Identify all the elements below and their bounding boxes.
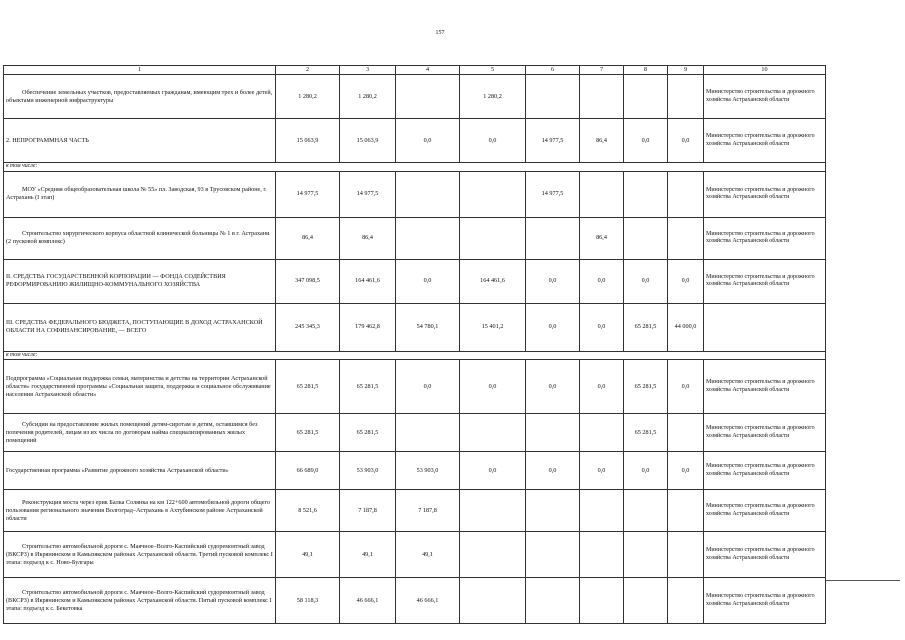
- row-name: 2. НЕПРОГРАММНАЯ ЧАСТЬ: [4, 119, 276, 163]
- amount-cell: [668, 414, 704, 452]
- amount-cell: 347 098,5: [276, 259, 340, 303]
- amount-cell: [668, 532, 704, 578]
- amount-cell: 65 281,5: [340, 360, 396, 414]
- amount-cell: [460, 217, 526, 259]
- amount-cell: [624, 578, 668, 624]
- amount-cell: 44 000,0: [668, 303, 704, 351]
- table-row: [4, 452, 826, 490]
- amount-cell: 7 187,8: [396, 490, 460, 532]
- amount-cell: 0,0: [526, 360, 580, 414]
- amount-cell: 86,4: [580, 217, 624, 259]
- amount-cell: 86,4: [340, 217, 396, 259]
- amount-cell: 245 345,3: [276, 303, 340, 351]
- amount-cell: 8 521,6: [276, 490, 340, 532]
- amount-cell: 14 977,5: [526, 119, 580, 163]
- table-row: [4, 171, 826, 217]
- row-name: Строительство автомобильной дороги с. Маячное–Волго-Каспийский судоремонтный завод (ВКСРЗ) в Икрянинском и Камызякском районах Астраханской области. Пятый пусковой комплекс I этапа: подъезд к с. Бекетовка: [4, 578, 276, 624]
- amount-cell: 58 118,3: [276, 578, 340, 624]
- table-row: [4, 119, 826, 163]
- amount-cell: 65 281,5: [340, 414, 396, 452]
- amount-cell: 0,0: [668, 452, 704, 490]
- amount-cell: 14 977,5: [526, 171, 580, 217]
- responsible-org: Министерство строительства и дорожного хозяйства Астраханской области: [704, 259, 826, 303]
- amount-cell: 49,1: [276, 532, 340, 578]
- amount-cell: 0,0: [526, 303, 580, 351]
- table-body: [4, 75, 826, 624]
- amount-cell: 0,0: [624, 452, 668, 490]
- amount-cell: [460, 532, 526, 578]
- responsible-org: Министерство строительства и дорожного хозяйства Астраханской области: [704, 414, 826, 452]
- amount-cell: [526, 75, 580, 119]
- amount-cell: 65 281,5: [624, 303, 668, 351]
- responsible-org: Министерство строительства и дорожного хозяйства Астраханской области: [704, 171, 826, 217]
- divider-line: [826, 580, 900, 581]
- amount-cell: 0,0: [460, 360, 526, 414]
- column-header: 8: [624, 66, 668, 75]
- amount-cell: [580, 490, 624, 532]
- amount-cell: [526, 490, 580, 532]
- amount-cell: [460, 414, 526, 452]
- amount-cell: 0,0: [460, 452, 526, 490]
- table-row: [4, 578, 826, 624]
- table-row: [4, 217, 826, 259]
- amount-cell: [396, 75, 460, 119]
- amount-cell: [624, 490, 668, 532]
- table-row: [4, 490, 826, 532]
- row-name: Строительство автомобильной дороги с. Маячное–Волго-Каспийский судоремонтный завод (ВКСРЗ) в Икрянинском и Камызякском районах Астраханской области. Третий пусковой комплекс I этапа: подъезд к с. Ново-Булгары: [4, 532, 276, 578]
- amount-cell: 179 462,8: [340, 303, 396, 351]
- responsible-org: Министерство строительства и дорожного хозяйства Астраханской области: [704, 532, 826, 578]
- responsible-org: [704, 303, 826, 351]
- amount-cell: 15 063,9: [340, 119, 396, 163]
- amount-cell: 1 280,2: [340, 75, 396, 119]
- responsible-org: Министерство строительства и дорожного хозяйства Астраханской области: [704, 452, 826, 490]
- row-name: Обеспечение земельных участков, предоставляемых гражданам, имеющим трех и более детей, объектами инженерной инфраструктуры: [4, 75, 276, 119]
- responsible-org: Министерство строительства и дорожного хозяйства Астраханской области: [704, 578, 826, 624]
- amount-cell: 15 063,9: [276, 119, 340, 163]
- amount-cell: 0,0: [580, 259, 624, 303]
- amount-cell: 0,0: [396, 259, 460, 303]
- amount-cell: 1 280,2: [460, 75, 526, 119]
- amount-cell: 53 903,0: [340, 452, 396, 490]
- amount-cell: 0,0: [396, 360, 460, 414]
- row-name: II. СРЕДСТВА ГОСУДАРСТВЕННОЙ КОРПОРАЦИИ — ФОНДА СОДЕЙСТВИЯ РЕФОРМИРОВАНИЮ ЖИЛИЩНО-КОММУНАЛЬНОГО ХОЗЯЙСТВА: [4, 259, 276, 303]
- column-header: 4: [396, 66, 460, 75]
- table-row: [4, 75, 826, 119]
- amount-cell: 49,1: [340, 532, 396, 578]
- amount-cell: [526, 217, 580, 259]
- amount-cell: 0,0: [668, 119, 704, 163]
- amount-cell: [624, 75, 668, 119]
- amount-cell: [624, 171, 668, 217]
- amount-cell: [526, 414, 580, 452]
- budget-table: [3, 65, 826, 624]
- row-name: Субсидии на предоставление жилых помещений детям-сиротам и детям, оставшимся без попечения родителей, лицам из их числа по договорам найма специализированных жилых помещений: [4, 414, 276, 452]
- amount-cell: 53 903,0: [396, 452, 460, 490]
- amount-cell: [396, 414, 460, 452]
- table-row: [4, 303, 826, 351]
- amount-cell: 65 281,5: [276, 414, 340, 452]
- table-row: [4, 414, 826, 452]
- amount-cell: 0,0: [460, 119, 526, 163]
- amount-cell: 7 187,8: [340, 490, 396, 532]
- column-header: 9: [668, 66, 704, 75]
- amount-cell: 1 280,2: [276, 75, 340, 119]
- table-row: [4, 259, 826, 303]
- amount-cell: 86,4: [276, 217, 340, 259]
- row-caption: в том числе:: [4, 351, 826, 360]
- amount-cell: 0,0: [668, 259, 704, 303]
- amount-cell: [526, 578, 580, 624]
- responsible-org: Министерство строительства и дорожного хозяйства Астраханской области: [704, 217, 826, 259]
- amount-cell: [668, 578, 704, 624]
- amount-cell: 0,0: [396, 119, 460, 163]
- amount-cell: 46 666,1: [340, 578, 396, 624]
- amount-cell: 86,4: [580, 119, 624, 163]
- amount-cell: 65 281,5: [624, 360, 668, 414]
- amount-cell: 0,0: [668, 360, 704, 414]
- column-header: 3: [340, 66, 396, 75]
- header-row: [4, 66, 826, 75]
- subtotal-caption-row: [4, 163, 826, 172]
- amount-cell: 14 977,5: [276, 171, 340, 217]
- column-header: 10: [704, 66, 826, 75]
- amount-cell: 14 977,5: [340, 171, 396, 217]
- row-name: Подпрограмма «Социальная поддержка семьи, материнства и детства на территории Астраханской области» государственной программы «Социальная защита, поддержка и социальное обслуживание населения Астраханской области»: [4, 360, 276, 414]
- responsible-org: Министерство строительства и дорожного хозяйства Астраханской области: [704, 360, 826, 414]
- amount-cell: [396, 217, 460, 259]
- subtotal-caption-row: [4, 351, 826, 360]
- amount-cell: 49,1: [396, 532, 460, 578]
- amount-cell: [580, 532, 624, 578]
- row-name: III. СРЕДСТВА ФЕДЕРАЛЬНОГО БЮДЖЕТА, ПОСТУПАЮЩИЕ В ДОХОД АСТРАХАНСКОЙ ОБЛАСТИ НА СОФИНАНСИРОВАНИЕ, — ВСЕГО: [4, 303, 276, 351]
- row-caption: в том числе:: [4, 163, 826, 172]
- column-header: 5: [460, 66, 526, 75]
- amount-cell: [624, 217, 668, 259]
- responsible-org: Министерство строительства и дорожного хозяйства Астраханской области: [704, 75, 826, 119]
- amount-cell: 0,0: [526, 452, 580, 490]
- row-name: Строительство хирургического корпуса областной клинической больницы № 1 в г. Астрахани (2 пусковой комплекс): [4, 217, 276, 259]
- table-row: [4, 360, 826, 414]
- table-row: [4, 532, 826, 578]
- amount-cell: [460, 490, 526, 532]
- amount-cell: 164 461,6: [340, 259, 396, 303]
- amount-cell: [668, 171, 704, 217]
- amount-cell: 66 689,0: [276, 452, 340, 490]
- amount-cell: [580, 75, 624, 119]
- page-number: 157: [435, 30, 445, 36]
- row-name: Государственная программа «Развитие дорожного хозяйства Астраханской области»: [4, 452, 276, 490]
- amount-cell: 65 281,5: [276, 360, 340, 414]
- amount-cell: [396, 171, 460, 217]
- amount-cell: 0,0: [580, 452, 624, 490]
- column-header: 1: [4, 66, 276, 75]
- amount-cell: 0,0: [580, 360, 624, 414]
- responsible-org: Министерство строительства и дорожного хозяйства Астраханской области: [704, 490, 826, 532]
- amount-cell: [526, 532, 580, 578]
- amount-cell: 0,0: [580, 303, 624, 351]
- column-header: 2: [276, 66, 340, 75]
- amount-cell: 164 461,6: [460, 259, 526, 303]
- row-name: Реконструкция моста через ерик Балка Солянка на км 122+600 автомобильной дороги общего пользования регионального значения Волгоград–Астрахань в Ахтубинском районе Астраханской области: [4, 490, 276, 532]
- row-name: МОУ «Средняя общеобразовательная школа № 55» пл. Заводская, 93 в Трусовском районе, г. Астрахань (I этап): [4, 171, 276, 217]
- amount-cell: 15 401,2: [460, 303, 526, 351]
- amount-cell: [668, 490, 704, 532]
- amount-cell: 65 281,5: [624, 414, 668, 452]
- amount-cell: 0,0: [526, 259, 580, 303]
- column-header: 6: [526, 66, 580, 75]
- amount-cell: [580, 171, 624, 217]
- amount-cell: [624, 532, 668, 578]
- amount-cell: [668, 217, 704, 259]
- amount-cell: [668, 75, 704, 119]
- amount-cell: 54 780,1: [396, 303, 460, 351]
- amount-cell: [460, 578, 526, 624]
- column-header: 7: [580, 66, 624, 75]
- amount-cell: [580, 578, 624, 624]
- responsible-org: Министерство строительства и дорожного хозяйства Астраханской области: [704, 119, 826, 163]
- amount-cell: [460, 171, 526, 217]
- amount-cell: 0,0: [624, 259, 668, 303]
- amount-cell: 0,0: [624, 119, 668, 163]
- amount-cell: 46 666,1: [396, 578, 460, 624]
- amount-cell: [580, 414, 624, 452]
